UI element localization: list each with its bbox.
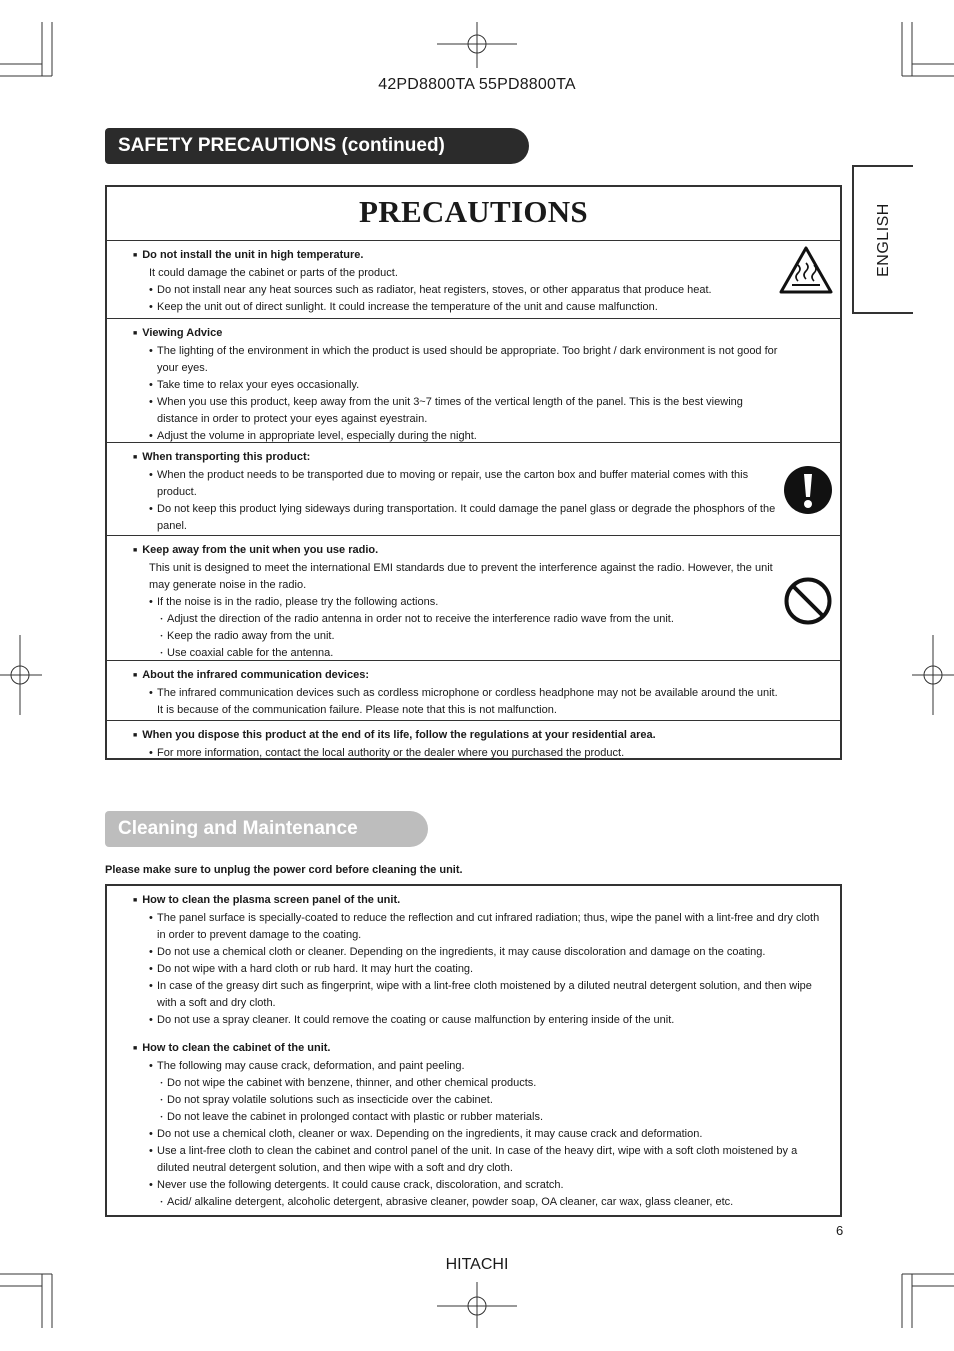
bullet-item: • In case of the greasy dirt such as fingerprint, wipe with a lint-free cloth moistened by a diluted neutral detergent solution, and then wipe with a soft and dry cloth.: [133, 978, 820, 1012]
sub-item: ・ Do not leave the cabinet in prolonged contact with plastic or rubber materials.: [133, 1109, 820, 1126]
precaution-section-infrared: [107, 661, 840, 721]
bullet-item: • Do not use a chemical cloth, cleaner or wax. Depending on the ingredients, it may cause crack and deformation.: [133, 1126, 820, 1143]
section-heading: ■ How to clean the cabinet of the unit.: [133, 1040, 820, 1058]
brand-name: HITACHI: [445, 1256, 509, 1273]
precaution-section-transport: [107, 443, 840, 536]
precautions-box: [105, 185, 842, 760]
bullet-item: • Do not install near any heat sources such as radiator, heat registers, stoves, or other apparatus that produce heat.: [133, 282, 780, 299]
section-heading: ■ About the infrared communication devices:: [133, 667, 780, 685]
page-number: 6: [836, 1223, 844, 1238]
cleaning-section-screen: [133, 892, 820, 1029]
bullet-item: • The infrared communication devices such as cordless microphone or cordless headphone may not be available around the unit. It is because of the communication failure. Please note that this is not malfunction.: [133, 685, 780, 719]
bullet-item: • For more information, contact the local authority or the dealer where you purchased the product.: [133, 745, 780, 762]
precaution-section-disposal: [107, 721, 840, 761]
language-tab: [852, 165, 913, 314]
sub-item: ・ Do not wipe the cabinet with benzene, thinner, and other chemical products.: [133, 1075, 820, 1092]
cleaning-box: [105, 884, 842, 1217]
section-heading: ■ Keep away from the unit when you use radio.: [133, 542, 780, 560]
section-text: This unit is designed to meet the international EMI standards due to prevent the interference against the radio. However, the unit may generate noise in the radio.: [149, 562, 773, 591]
model-number: 42PD8800TA 55PD8800TA: [378, 76, 576, 93]
precaution-section-temperature: [107, 241, 840, 319]
bullet-item: • The lighting of the environment in which the product is used should be appropriate. Too bright / dark environment is not good for your eyes.: [133, 343, 780, 377]
cleaning-title-banner: Cleaning and Maintenance: [105, 811, 428, 847]
bullet-item: • Use a lint-free cloth to clean the cabinet and control panel of the unit. In case of the heavy dirt, wipe with a soft cloth moistened by a diluted neutral detergent solution, and then wipe with a soft and dry cloth.: [133, 1143, 820, 1177]
bullet-item: • When you use this product, keep away from the unit 3~7 times of the vertical length of the panel. This is the best viewing distance in order to protect your eyes against eyestrain.: [133, 394, 780, 428]
sub-item: ・ Keep the radio away from the unit.: [133, 628, 780, 645]
sub-item: ・ Use coaxial cable for the antenna.: [133, 645, 780, 662]
section-heading: ■ Viewing Advice: [133, 325, 780, 343]
sub-item: ・ Acid/ alkaline detergent, alcoholic detergent, abrasive cleaner, powder soap, OA cleaner, car wax, glass cleaner, etc.: [133, 1194, 820, 1211]
bullet-item: • When the product needs to be transported due to moving or repair, use the carton box and buffer material comes with this product.: [133, 467, 780, 501]
bullet-item: • The following may cause crack, deformation, and paint peeling.: [133, 1058, 820, 1075]
section-title-banner: SAFETY PRECAUTIONS (continued): [105, 128, 529, 164]
hot-surface-warning-icon: [778, 245, 834, 295]
bullet-item: • Do not keep this product lying sideways during transportation. It could damage the panel glass or degrade the phosphors of the panel.: [133, 501, 780, 535]
cleaning-section-cabinet: [133, 1040, 820, 1211]
section-text: It could damage the cabinet or parts of the product.: [149, 267, 398, 279]
bullet-item: • Do not wipe with a hard cloth or rub hard. It may hurt the coating.: [133, 961, 820, 978]
bullet-item: • Keep the unit out of direct sunlight. It could increase the temperature of the unit and cause malfunction.: [133, 299, 780, 316]
section-heading: ■ Do not install the unit in high temperature.: [133, 247, 780, 265]
bullet-item: • If the noise is in the radio, please try the following actions.: [133, 594, 780, 611]
precaution-section-viewing: [107, 319, 840, 443]
exclamation-mandatory-icon: [783, 465, 833, 515]
bullet-item: • The panel surface is specially-coated to reduce the reflection and cut infrared radiation; thus, wipe the panel with a lint-free and dry cloth in order to prevent damage to the coating.: [133, 910, 820, 944]
section-heading: ■ When you dispose this product at the end of its life, follow the regulations at your residential area.: [133, 727, 780, 745]
precautions-title: PRECAUTIONS: [107, 187, 840, 241]
bullet-item: • Take time to relax your eyes occasionally.: [133, 377, 780, 394]
bullet-item: • Do not use a chemical cloth or cleaner. Depending on the ingredients, it may cause discoloration and damage on the coating.: [133, 944, 820, 961]
language-tab-label: ENGLISH: [874, 202, 892, 277]
bullet-item: • Never use the following detergents. It could cause crack, discoloration, and scratch.: [133, 1177, 820, 1194]
sub-item: ・ Do not spray volatile solutions such as insecticide over the cabinet.: [133, 1092, 820, 1109]
section-heading: ■ When transporting this product:: [133, 449, 780, 467]
unplug-warning: Please make sure to unplug the power cord before cleaning the unit.: [105, 864, 463, 876]
bullet-item: • Do not use a spray cleaner. It could remove the coating or cause malfunction by entering inside of the unit.: [133, 1012, 820, 1029]
bullet-item: • Adjust the volume in appropriate level, especially during the night.: [133, 428, 780, 445]
sub-item: ・ Adjust the direction of the radio antenna in order not to receive the interference radio wave from the unit.: [133, 611, 780, 628]
prohibition-icon: [783, 576, 833, 626]
precaution-section-radio: [107, 536, 840, 661]
section-heading: ■ How to clean the plasma screen panel of the unit.: [133, 892, 820, 910]
